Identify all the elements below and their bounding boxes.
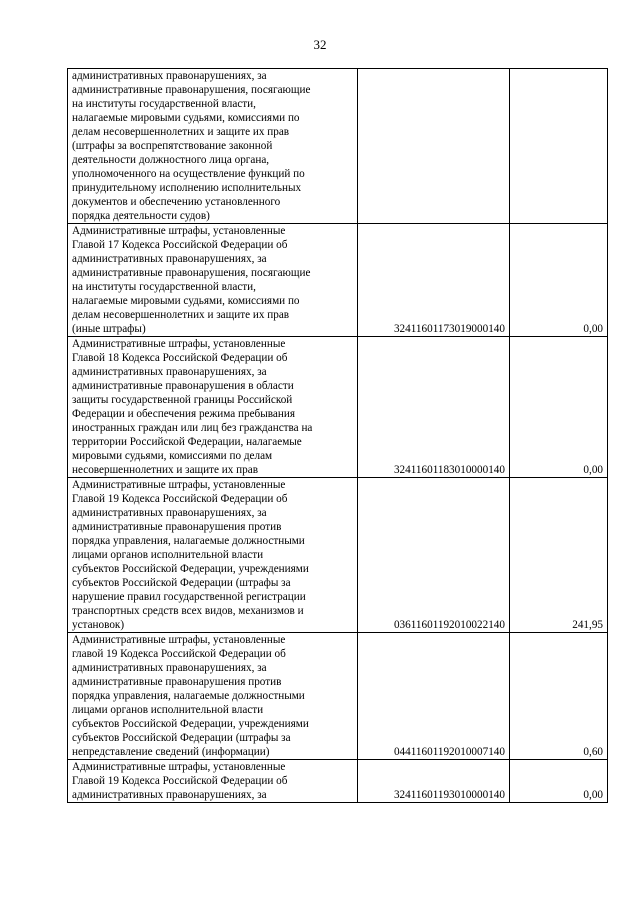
table-row bbox=[68, 478, 608, 633]
revenue-table bbox=[67, 68, 608, 803]
amount: 0,00 bbox=[510, 224, 608, 337]
table-row bbox=[68, 633, 608, 760]
amount: 0,00 bbox=[510, 337, 608, 478]
table-row bbox=[68, 760, 608, 803]
table-row bbox=[68, 69, 608, 224]
revenue-description: административных правонарушениях, за административные правонарушения, посягающие на институты государственной власти, налагаемые мировыми судьями, комиссиями по делам несовершеннолетних и защите их прав (штрафы за воспрепятствование законной деятельности должностного лица органа, уполномоченного на осуществление функций по принудительному исполнению исполнительных документов и обеспечению установленного порядка деятельности судов) bbox=[68, 69, 358, 224]
amount bbox=[510, 69, 608, 224]
revenue-description: Административные штрафы, установленные Главой 18 Кодекса Российской Федерации об административных правонарушениях, за административные правонарушения в области защиты государственной границы Российской Федерации и обеспечения режима пребывания иностранных граждан или лиц без гражданства на территории Российской Федерации, налагаемые мировыми судьями, комиссиями по делам несовершеннолетних и защите их прав bbox=[68, 337, 358, 478]
revenue-description: Административные штрафы, установленные главой 19 Кодекса Российской Федерации об административных правонарушениях, за административные правонарушения против порядка управления, налагаемые должностными лицами органов исполнительной власти субъектов Российской Федерации, учреждениями субъектов Российской Федерации (штрафы за непредставление сведений (информации) bbox=[68, 633, 358, 760]
budget-classification-code: 32411601193010000140 bbox=[358, 760, 510, 803]
budget-classification-code: 32411601183010000140 bbox=[358, 337, 510, 478]
amount: 0,60 bbox=[510, 633, 608, 760]
revenue-description: Административные штрафы, установленные Главой 19 Кодекса Российской Федерации об административных правонарушениях, за bbox=[68, 760, 358, 803]
amount: 0,00 bbox=[510, 760, 608, 803]
amount: 241,95 bbox=[510, 478, 608, 633]
budget-classification-code bbox=[358, 69, 510, 224]
revenue-description: Административные штрафы, установленные Главой 17 Кодекса Российской Федерации об административных правонарушениях, за административные правонарушения, посягающие на институты государственной власти, налагаемые мировыми судьями, комиссиями по делам несовершеннолетних и защите их прав (иные штрафы) bbox=[68, 224, 358, 337]
table-row bbox=[68, 224, 608, 337]
budget-classification-code: 32411601173019000140 bbox=[358, 224, 510, 337]
budget-classification-code: 04411601192010007140 bbox=[358, 633, 510, 760]
budget-classification-code: 03611601192010022140 bbox=[358, 478, 510, 633]
table-row bbox=[68, 337, 608, 478]
page-number: 32 bbox=[313, 37, 327, 52]
revenue-description: Административные штрафы, установленные Главой 19 Кодекса Российской Федерации об административных правонарушениях, за административные правонарушения против порядка управления, налагаемые должностными лицами органов исполнительной власти субъектов Российской Федерации, учреждениями субъектов Российской Федерации (штрафы за нарушение правил государственной регистрации транспортных средств всех видов, механизмов и установок) bbox=[68, 478, 358, 633]
